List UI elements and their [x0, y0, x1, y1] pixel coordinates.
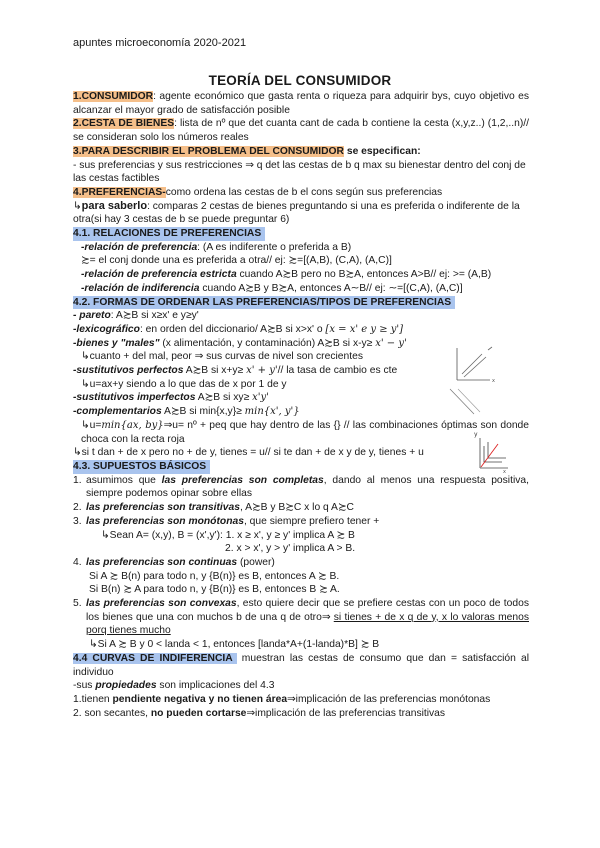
- graph1-x-label: x: [492, 378, 495, 384]
- supuesto-transitivas: 2. las preferencias son transitivas, A≿B y B≿C x lo q A≿C: [73, 502, 354, 514]
- rel-indiferencia: -relación de indiferencia cuando A≿B y B≿A, entonces A∼B// ej: ∼=[(C,A), (A,C)]: [81, 282, 463, 294]
- supuesto-convexas: 5. las preferencias son convexas, esto quiere decir que se prefiere cestas con un poco de todos los bienes que una con muchos b de una q de otro⇒ si tienes + de x q de y, x lo valoras menos porq tienes mucho: [73, 598, 529, 637]
- supuesto-completas: 1. asumimos que las preferencias son completas, dando al menos una respuesta positiva, siempre podemos opinar sobre ellas: [73, 474, 529, 500]
- pareto: - pareto: A≿B si x≥x' e y≥y': [73, 310, 199, 322]
- continuas-def-2: Si B(n) ≿ A para todo n, y {B(n)} es B, entonces B ≿ A.: [89, 584, 340, 596]
- complementarios-nota: ↳u=min{ax, by}⇒u= nº + peq que hay dentro de las {} // las combinaciones óptimas son donde choca con la recta roja: [81, 419, 529, 445]
- heading-4-3: 4.3. SUPUESTOS BÁSICOS: [73, 460, 529, 474]
- tipos-preferencias: [73, 309, 443, 419]
- complementarios-nota-2: ↳si t dan + de x pero no + de y, tienes = u// si te dan + de x y de y, tienes + u: [73, 447, 424, 459]
- graph3-x-label: x: [503, 469, 506, 474]
- bienes-males-nota: ↳cuanto + del mal, peor ⇒ sus curvas de nivel son crecientes: [81, 351, 363, 363]
- monotonas-def-2: 2. x > x', y > y' implica A > B.: [225, 543, 356, 555]
- complementarios: -complementarios A≿B si min{x,y}≥ min{x', y'}: [73, 406, 300, 418]
- graph-bienes-males: [452, 346, 502, 386]
- curvas-prop-1: 1.tienen pendiente negativa y no tienen área⇒implicación de las preferencias monótonas: [73, 693, 491, 705]
- bienes-males: -bienes y "males" (x alimentación, y contaminación) A≿B si x-y≥ x' − y': [73, 337, 407, 349]
- curvas-prop-2: 2. son secantes, no pueden cortarse⇒implicación de las preferencias transitivas: [73, 707, 446, 719]
- convexas-def: ↳Si A ≿ B y 0 < landa < 1, entonces [landa*A+(1-landa)*B] ≿ B: [89, 639, 380, 651]
- page-header: apuntes microeconomía 2020-2021: [73, 37, 247, 49]
- sustitutivos-perfectos-nota: ↳u=ax+y siendo a lo que das de x por 1 de y: [81, 378, 287, 390]
- preferencias-para-saberlo: ↳para saberlo: comparas 2 cestas de bienes preguntando si una es preferida o indiferente de la otra(si hay 3 cestas de b se puede preguntar 6): [73, 199, 520, 226]
- graph3-y-label: y: [474, 431, 478, 438]
- section-consumidor: 1.CONSUMIDOR: agente económico que gasta renta o riqueza para adquirir bys, cuyo objetivo es alcanzar el mayor grado de satisfacción posible: [73, 91, 529, 116]
- curvas-propiedades: -sus propiedades son implicaciones del 4.3: [73, 680, 275, 692]
- page-title: TEORÍA DEL CONSUMIDOR: [208, 73, 392, 88]
- sustitutivos-imperfectos: -sustitutivos imperfectos A≿B si xy≥ x'y': [73, 392, 269, 404]
- lexicografico: -lexicográfico: en orden del diccionario/ A≿B si x>x' o [x = x' e y ≥ y']: [73, 323, 404, 335]
- heading-4-2: 4.2. FORMAS DE ORDENAR LAS PREFERENCIAS/TIPOS DE PREFERENCIAS: [73, 296, 529, 310]
- monotonas-def-1: ↳Sean A= (x,y), B = (x',y'): 1. x ≥ x', y ≥ y' implica A ≿ B: [101, 529, 355, 541]
- graph-sustitutivos: [446, 386, 486, 420]
- rel-conjunto: ≿= el conj donde una es preferida a otra// ej: ≿=[(A,B), (C,A), (A,C)]: [81, 255, 392, 267]
- section-preferencias: 4.PREFERENCIAS-como ordena las cestas de b el cons según sus preferencias: [73, 186, 443, 198]
- section-cesta: 2.CESTA DE BIENES: lista de nº que det cuanta cant de cada b contiene la cesta (x,y,z..) (1,2,..n)// se consideran solo los números reales: [73, 118, 529, 144]
- rel-estricta: -relación de preferencia estricta cuando A≿B pero no B≿A, entonces A>B// ej: >= (A,B): [81, 269, 492, 281]
- continuas-def-1: Si A ≿ B(n) para todo n, y {B(n)} es B, entonces A ≿ B.: [89, 570, 340, 582]
- section-problema: 3.PARA DESCRIBIR EL PROBLEMA DEL CONSUMIDOR se especifican: - sus preferencias y sus restricciones ⇒ q det las cestas de b q max su bienestar dentro del conj de las cestas factibles: [73, 145, 526, 185]
- graph-complementarios: [470, 428, 510, 474]
- supuesto-monotonas: 3. las preferencias son monótonas, que siempre prefiero tener +: [73, 515, 380, 527]
- supuesto-continuas: 4. las preferencias son continuas (power): [73, 556, 275, 568]
- section-4-4: 4.4 CURVAS DE INDIFERENCIA muestran las cestas de consumo que dan = satisfacción al individuo: [73, 652, 529, 678]
- rel-preferencia: -relación de preferencia: (A es indiferente o preferida a B): [81, 241, 352, 253]
- heading-4-1: 4.1. RELACIONES DE PREFERENCIAS: [73, 227, 529, 241]
- sustitutivos-perfectos: -sustitutivos perfectos A≿B si x+y≥ x' + y'// la tasa de cambio es cte: [73, 365, 398, 377]
